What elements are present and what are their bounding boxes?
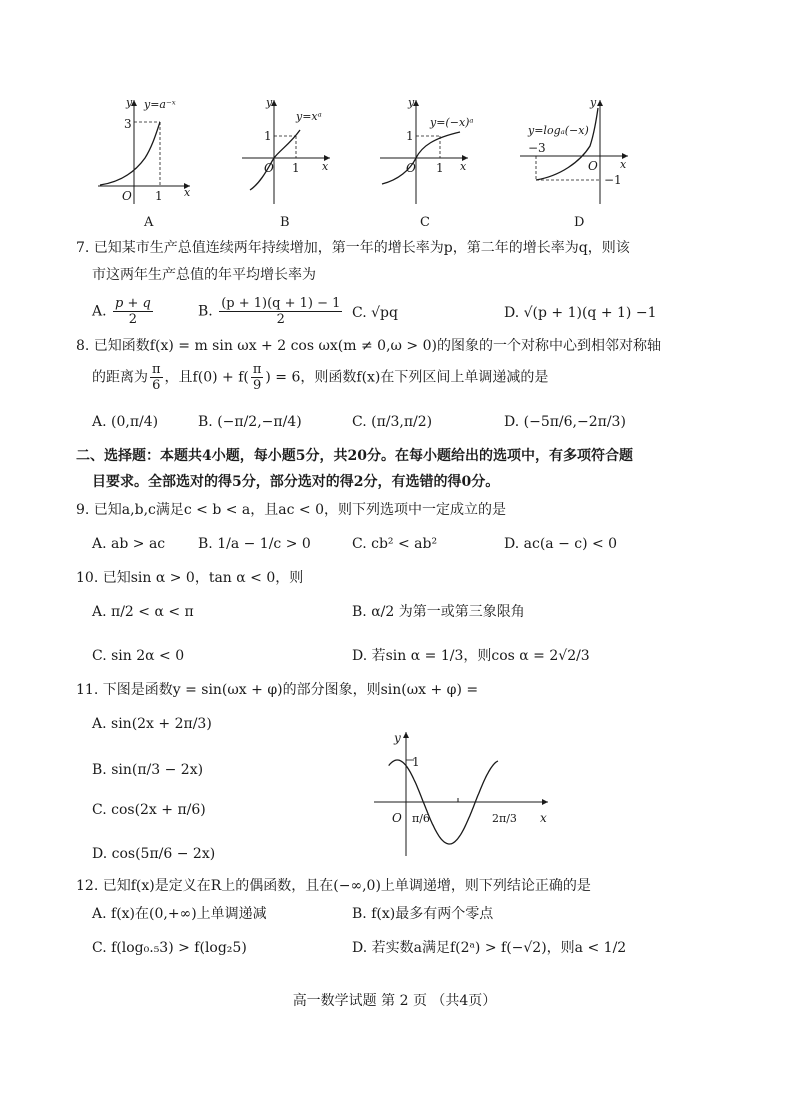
q11-graph bbox=[368, 726, 558, 860]
q8-frac2-den: 9 bbox=[252, 378, 262, 393]
q11-option-b: B. sin(π/3 − 2x) bbox=[92, 762, 204, 778]
q7-option-c: C. √pq bbox=[352, 305, 398, 321]
q12-option-d: D. 若实数a满足f(2ᵃ) > f(−√2)，则a < 1/2 bbox=[352, 940, 627, 956]
option-graphs bbox=[90, 92, 650, 232]
graph-d-origin: O bbox=[588, 159, 598, 173]
q7-option-d: D. √(p + 1)(q + 1) −1 bbox=[504, 305, 657, 321]
q10-option-d: D. 若sin α = 1/3，则cos α = 2√2/3 bbox=[352, 648, 590, 664]
graph-c bbox=[380, 96, 474, 230]
graph-d-xaxis: x bbox=[620, 158, 627, 171]
q11-graph-xaxis: x bbox=[540, 811, 547, 825]
q10-option-a: A. π/2 < α < π bbox=[92, 604, 194, 620]
q9-option-b: B. 1/a − 1/c > 0 bbox=[198, 536, 311, 552]
q8-option-a: A. (0,π/4) bbox=[92, 414, 159, 430]
graph-d-xtick: −3 bbox=[528, 141, 546, 155]
q12-stem: 12. 已知f(x)是定义在R上的偶函数，且在(−∞,0)上单调递增，则下列结论正确的是 bbox=[76, 878, 591, 894]
q7-stem-line1: 7. 已知某市生产总值连续两年持续增加，第一年的增长率为p，第二年的增长率为q，则该 bbox=[76, 240, 630, 256]
q9-option-a: A. ab > ac bbox=[92, 536, 166, 552]
q8-frac1-num: π bbox=[152, 362, 161, 377]
q7-option-b bbox=[198, 296, 344, 327]
graph-c-origin: O bbox=[406, 161, 416, 175]
graph-c-xtick: 1 bbox=[436, 161, 444, 175]
q8-stem-line1: 8. 已知函数f(x) = m sin ωx + 2 cos ωx(m ≠ 0,ω > 0)的图象的一个对称中心到相邻对称轴 bbox=[76, 338, 661, 354]
graph-a-func: y=a⁻ˣ bbox=[144, 98, 176, 111]
graph-b-xtick: 1 bbox=[292, 161, 300, 175]
q10-stem: 10. 已知sin α > 0，tan α < 0，则 bbox=[76, 570, 304, 586]
graph-c-label: C bbox=[420, 215, 430, 230]
graph-b-ytick: 1 bbox=[264, 129, 272, 143]
q11-option-c: C. cos(2x + π/6) bbox=[92, 802, 206, 818]
q11-option-d: D. cos(5π/6 − 2x) bbox=[92, 846, 216, 862]
graph-a-origin: O bbox=[122, 189, 132, 203]
q9-option-c: C. cb² < ab² bbox=[352, 536, 438, 552]
graph-d-yaxis: y bbox=[590, 96, 597, 109]
graph-d-ytick: −1 bbox=[604, 173, 622, 187]
q11-stem: 11. 下图是函数y = sin(ωx + φ)的部分图象，则sin(ωx + φ) = bbox=[76, 682, 479, 698]
q11-graph-origin: O bbox=[392, 811, 402, 825]
q7-option-a-prefix: A. bbox=[92, 303, 107, 320]
q8-frac1-den: 6 bbox=[152, 378, 161, 393]
q7-option-a bbox=[92, 296, 155, 327]
q8-stem-mid: ，且f(0) + f( bbox=[164, 369, 249, 386]
graph-c-func: y=(−x)ᵃ bbox=[430, 116, 474, 129]
graph-b-label: B bbox=[280, 215, 290, 230]
q9-option-d: D. ac(a − c) < 0 bbox=[504, 536, 618, 552]
q11-graph-tick1: π/6 bbox=[412, 812, 430, 825]
graph-d bbox=[520, 96, 628, 230]
graph-b-yaxis: y bbox=[266, 96, 273, 109]
q9-stem: 9. 已知a,b,c满足c < b < a，且ac < 0，则下列选项中一定成立的是 bbox=[76, 502, 506, 518]
q11-graph-tick2: 2π/3 bbox=[492, 812, 517, 825]
section2-header-line1: 二、选择题：本题共4小题，每小题5分，共20分。在每小题给出的选项中，有多项符合题 bbox=[76, 448, 633, 464]
graph-d-label: D bbox=[574, 215, 585, 230]
graph-b bbox=[242, 96, 330, 230]
graph-a-yaxis: y bbox=[126, 96, 133, 109]
q11-graph-one: 1 bbox=[412, 755, 420, 769]
q10-option-b: B. α/2 为第一或第三象限角 bbox=[352, 604, 525, 620]
graph-a-xaxis: x bbox=[184, 186, 191, 199]
graph-c-xaxis: x bbox=[460, 160, 467, 173]
page-footer: 高一数学试题 第 2 页 （共4页） bbox=[292, 993, 497, 1009]
graph-a bbox=[98, 96, 191, 230]
q7-stem-line2: 市这两年生产总值的年平均增长率为 bbox=[92, 267, 316, 283]
q7-option-b-den: 2 bbox=[276, 312, 285, 327]
q8-frac2-num: π bbox=[252, 362, 262, 377]
q11-graph-yaxis: y bbox=[394, 731, 401, 745]
graph-a-label: A bbox=[144, 215, 154, 230]
q11-option-a: A. sin(2x + 2π/3) bbox=[92, 716, 212, 732]
q8-stem-prefix: 的距离为 bbox=[92, 369, 148, 386]
q7-option-a-num: p + q bbox=[115, 296, 151, 311]
graph-d-func: y=logₐ(−x) bbox=[528, 124, 589, 137]
graph-c-ytick: 1 bbox=[406, 129, 414, 143]
graph-b-origin: O bbox=[264, 161, 274, 175]
q12-option-a: A. f(x)在(0,+∞)上单调递减 bbox=[92, 906, 267, 922]
q7-option-b-prefix: B. bbox=[198, 303, 213, 320]
graph-a-ytick: 3 bbox=[124, 117, 132, 131]
q8-option-d: D. (−5π/6,−2π/3) bbox=[504, 414, 626, 430]
q7-option-a-den: 2 bbox=[128, 312, 138, 327]
section2-header-line2: 目要求。全部选对的得5分，部分选对的得2分，有选错的得0分。 bbox=[92, 474, 500, 490]
graph-c-yaxis: y bbox=[408, 96, 415, 109]
graph-b-xaxis: x bbox=[322, 160, 329, 173]
graph-b-func: y=xᵃ bbox=[296, 110, 322, 123]
q12-option-b: B. f(x)最多有两个零点 bbox=[352, 906, 494, 922]
q7-option-b-num: (p + 1)(q + 1) − 1 bbox=[221, 296, 341, 311]
q8-option-b: B. (−π/2,−π/4) bbox=[198, 414, 302, 430]
q8-stem-line2 bbox=[92, 362, 548, 393]
q8-stem-post: ) = 6，则函数f(x)在下列区间上单调递减的是 bbox=[265, 369, 549, 386]
q12-option-c: C. f(log₀.₅3) > f(log₂5) bbox=[92, 940, 247, 956]
q10-option-c: C. sin 2α < 0 bbox=[92, 648, 185, 664]
graph-a-xtick: 1 bbox=[155, 189, 163, 203]
q8-option-c: C. (π/3,π/2) bbox=[352, 414, 433, 430]
